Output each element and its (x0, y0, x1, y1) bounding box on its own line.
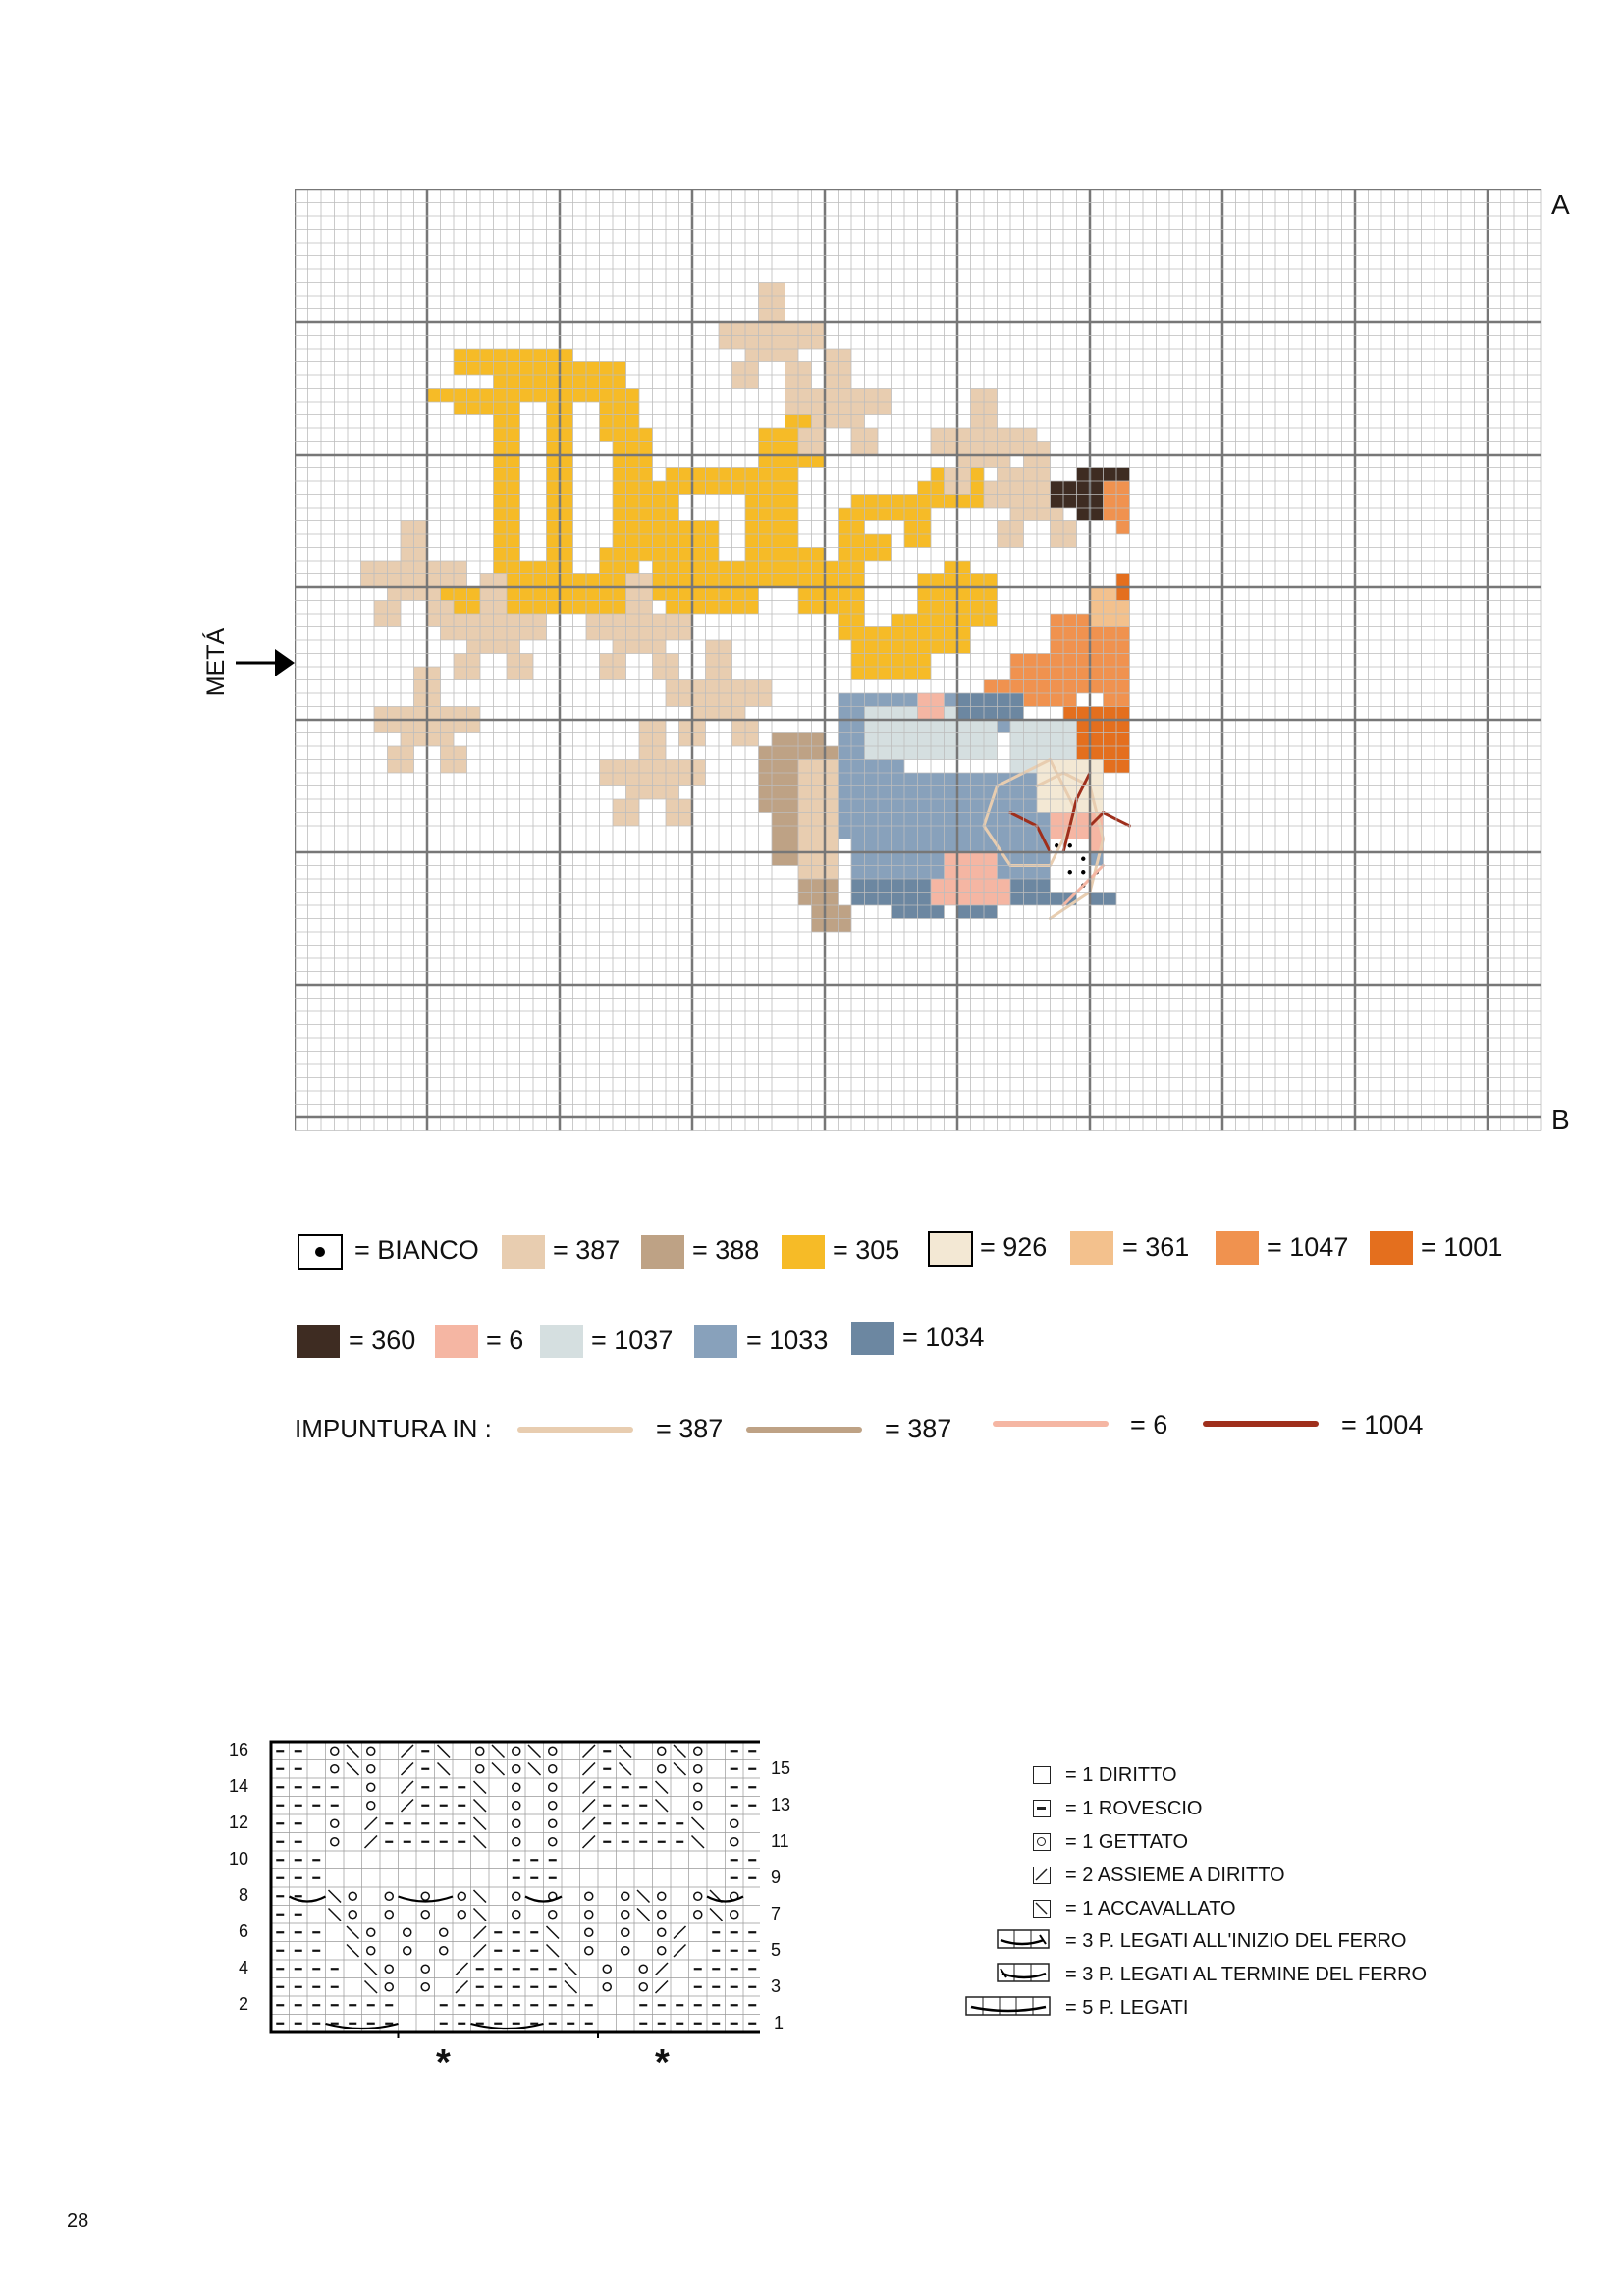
yarnover-mark (694, 1765, 702, 1773)
arrow-right-icon (234, 643, 302, 682)
ssk-mark (710, 1909, 723, 1921)
ssk-mark (637, 1909, 650, 1921)
ssk-mark (474, 1817, 487, 1830)
tie-5-icon (965, 1995, 1052, 2019)
row-label: 11 (771, 1831, 789, 1851)
yarnover-mark (549, 1819, 557, 1827)
row-label: 15 (771, 1759, 791, 1778)
yarnover-mark (513, 1783, 520, 1791)
yarnover-mark (658, 1765, 666, 1773)
knit-legend-label: = 2 ASSIEME A DIRITTO (1065, 1865, 1285, 1886)
swatch-6 (435, 1325, 478, 1358)
dash-square-icon (1033, 1800, 1051, 1817)
yarnover-mark (513, 1911, 520, 1919)
backstitch-line-387a (517, 1427, 633, 1433)
stitch-block (441, 587, 481, 601)
knit-legend-label: = 1 DIRITTO (1065, 1764, 1177, 1786)
yarnover-mark (331, 1838, 339, 1846)
cross-stitch-chart (295, 189, 1556, 1134)
yarnover-mark (658, 1928, 666, 1936)
knit-legend-label: = 3 P. LEGATI AL TERMINE DEL FERRO (1065, 1964, 1428, 1985)
k2tog-mark (583, 1800, 596, 1813)
yarnover-mark (585, 1947, 593, 1955)
k2tog-mark (474, 1926, 487, 1939)
yarnover-mark (513, 1892, 520, 1900)
k2tog-mark (674, 1945, 686, 1958)
backslash-square-icon (1033, 1900, 1051, 1918)
backstitch-line-387b (746, 1427, 862, 1433)
repeat-star-right: * (655, 2042, 670, 2084)
marker-a: A (1551, 189, 1570, 220)
swatch-bianco (298, 1234, 343, 1270)
row-label: 5 (771, 1940, 782, 1960)
k2tog-mark (365, 1817, 378, 1830)
swatch-1037 (540, 1325, 583, 1358)
bianco-dot (1081, 857, 1085, 861)
row-label: 7 (771, 1904, 782, 1923)
yarnover-mark (404, 1928, 411, 1936)
k2tog-mark (674, 1926, 686, 1939)
yarnover-mark (404, 1947, 411, 1955)
ssk-mark (674, 1745, 686, 1758)
dot-icon (315, 1247, 325, 1257)
ssk-mark (347, 1745, 359, 1758)
row-label: 1 (774, 2013, 785, 2032)
yarnover-mark (549, 1802, 557, 1810)
yarnover-mark (421, 1892, 429, 1900)
swatch-926 (928, 1231, 973, 1267)
legend-imp1: = 387 (656, 1414, 724, 1443)
bind-off-arc (399, 1897, 454, 1902)
knitting-chart (263, 1734, 760, 2038)
legend-imp4: = 1004 (1341, 1410, 1424, 1439)
stitch-block (1116, 521, 1130, 535)
k2tog-mark (474, 1945, 487, 1958)
stitch-block (427, 389, 467, 403)
empty-square-icon (1033, 1766, 1051, 1784)
half-label: METÁ (202, 627, 231, 697)
legend-1034: = 1034 (902, 1323, 985, 1352)
swatch-388 (641, 1235, 684, 1269)
yarnover-mark (731, 1911, 738, 1919)
bianco-dot (1068, 843, 1072, 847)
swatch-1034 (851, 1322, 894, 1355)
yarnover-mark (331, 1747, 339, 1755)
ssk-mark (438, 1763, 451, 1776)
yarnover-mark (421, 1911, 429, 1919)
k2tog-mark (583, 1836, 596, 1849)
swatch-1001 (1370, 1231, 1413, 1265)
k2tog-mark (402, 1800, 414, 1813)
legend-imp3: = 6 (1130, 1410, 1168, 1439)
ssk-mark (474, 1800, 487, 1813)
k2tog-mark (402, 1781, 414, 1794)
yarnover-mark (731, 1838, 738, 1846)
ssk-mark (528, 1745, 541, 1758)
row-label: 14 (229, 1776, 249, 1796)
legend-361: = 361 (1122, 1232, 1190, 1262)
yarnover-mark (513, 1765, 520, 1773)
ssk-mark (656, 1781, 669, 1794)
tie-left-3-icon (997, 1928, 1052, 1952)
swatch-305 (782, 1235, 825, 1269)
yarnover-mark (367, 1783, 375, 1791)
swatch-1047 (1216, 1231, 1259, 1265)
yarnover-mark (549, 1747, 557, 1755)
knit-legend-label: = 1 GETTATO (1065, 1831, 1189, 1853)
ssk-mark (656, 1800, 669, 1813)
yarnover-mark (367, 1802, 375, 1810)
yarnover-mark (331, 1819, 339, 1827)
tie-right-3-icon (997, 1962, 1052, 1985)
ssk-mark (674, 1763, 686, 1776)
legend-1001: = 1001 (1421, 1232, 1503, 1262)
ssk-mark (329, 1890, 342, 1903)
yarnover-mark (513, 1838, 520, 1846)
yarnover-mark (549, 1838, 557, 1846)
yarnover-mark (622, 1911, 629, 1919)
ssk-mark (365, 1981, 378, 1994)
ssk-mark (474, 1909, 487, 1921)
legend-387: = 387 (553, 1235, 621, 1265)
ssk-mark (347, 1763, 359, 1776)
yarnover-mark (385, 1965, 393, 1973)
legend-926: = 926 (980, 1232, 1048, 1262)
k2tog-mark (583, 1745, 596, 1758)
yarnover-mark (367, 1928, 375, 1936)
stitch-block (798, 760, 839, 880)
legend-388: = 388 (692, 1235, 760, 1265)
ssk-mark (347, 1945, 359, 1958)
k2tog-mark (583, 1763, 596, 1776)
k2tog-mark (656, 1963, 669, 1975)
bianco-dot (1081, 870, 1085, 874)
yarnover-mark (658, 1911, 666, 1919)
k2tog-mark (583, 1781, 596, 1794)
legend-1047: = 1047 (1267, 1232, 1349, 1262)
k2tog-mark (456, 1981, 468, 1994)
legend-1033: = 1033 (746, 1326, 829, 1355)
row-label: 12 (229, 1813, 249, 1832)
page-number: 28 (67, 2210, 89, 2232)
yarnover-mark (658, 1747, 666, 1755)
yarnover-mark (367, 1765, 375, 1773)
swatch-387 (502, 1235, 545, 1269)
ssk-mark (637, 1890, 650, 1903)
k2tog-mark (456, 1963, 468, 1975)
yarnover-mark (331, 1765, 339, 1773)
yarnover-mark (639, 1965, 647, 1973)
yarnover-mark (440, 1928, 448, 1936)
row-label: 9 (771, 1867, 782, 1887)
yarnover-mark (694, 1783, 702, 1791)
swatch-360 (297, 1325, 340, 1358)
ssk-mark (565, 1963, 577, 1975)
row-label: 4 (239, 1958, 249, 1977)
legend-bianco: = BIANCO (354, 1235, 479, 1265)
yarnover-mark (421, 1983, 429, 1991)
yarnover-mark (385, 1983, 393, 1991)
yarnover-mark (622, 1947, 629, 1955)
knit-legend-label: = 1 ACCAVALLATO (1065, 1898, 1236, 1920)
yarnover-mark (694, 1747, 702, 1755)
ssk-mark (692, 1836, 705, 1849)
yarnover-mark (639, 1983, 647, 1991)
ssk-mark (474, 1836, 487, 1849)
row-label: 10 (229, 1849, 249, 1868)
knit-legend-label: = 1 ROVESCIO (1065, 1798, 1203, 1819)
bianco-dot (1068, 870, 1072, 874)
swatch-1033 (694, 1325, 737, 1358)
ssk-mark (620, 1763, 632, 1776)
yarnover-mark (349, 1911, 356, 1919)
yarnover-mark (513, 1747, 520, 1755)
ssk-mark (492, 1763, 505, 1776)
yarnover-mark (585, 1911, 593, 1919)
yarnover-mark (731, 1819, 738, 1827)
k2tog-mark (656, 1981, 669, 1994)
marker-b: B (1551, 1105, 1570, 1135)
yarnover-mark (694, 1892, 702, 1900)
yarnover-mark (458, 1911, 465, 1919)
k2tog-mark (402, 1763, 414, 1776)
chart-grid (295, 189, 1541, 1131)
yarnover-mark (658, 1892, 666, 1900)
ssk-mark (565, 1981, 577, 1994)
ssk-mark (492, 1745, 505, 1758)
yarnover-mark (440, 1947, 448, 1955)
stitch-block (679, 521, 720, 588)
backstitch-line-1004 (1203, 1421, 1319, 1427)
legend-305: = 305 (833, 1235, 900, 1265)
stitch-block (533, 574, 626, 615)
ssk-mark (474, 1781, 487, 1794)
slash-square-icon (1033, 1867, 1051, 1884)
stitch-block (957, 905, 998, 919)
yarnover-mark (385, 1892, 393, 1900)
ssk-mark (329, 1909, 342, 1921)
ssk-mark (620, 1745, 632, 1758)
yarnover-mark (476, 1765, 484, 1773)
legend-360: = 360 (349, 1326, 416, 1355)
knit-legend-label: = 3 P. LEGATI ALL'INIZIO DEL FERRO (1065, 1930, 1407, 1952)
yarnover-mark (603, 1965, 611, 1973)
yarnover-mark (476, 1747, 484, 1755)
yarnover-mark (367, 1947, 375, 1955)
k2tog-mark (365, 1836, 378, 1849)
yarnover-mark (622, 1928, 629, 1936)
yarnover-mark (349, 1892, 356, 1900)
yarnover-mark (622, 1892, 629, 1900)
yarnover-mark (694, 1911, 702, 1919)
k2tog-mark (402, 1745, 414, 1758)
ssk-mark (528, 1763, 541, 1776)
legend-1037: = 1037 (591, 1326, 674, 1355)
yarnover-mark (549, 1765, 557, 1773)
row-label: 8 (239, 1885, 249, 1905)
row-label: 13 (771, 1795, 791, 1814)
row-label: 6 (239, 1921, 249, 1941)
yarnover-mark (513, 1819, 520, 1827)
k2tog-mark (583, 1817, 596, 1830)
yarnover-mark (549, 1783, 557, 1791)
knit-legend-label: = 5 P. LEGATI (1065, 1997, 1189, 2019)
row-label: 16 (229, 1740, 249, 1759)
yarnover-mark (421, 1965, 429, 1973)
circle-square-icon (1033, 1833, 1051, 1851)
yarnover-mark (694, 1802, 702, 1810)
repeat-star-left: * (436, 2042, 451, 2084)
yarnover-mark (513, 1802, 520, 1810)
backstitch-line-6 (993, 1421, 1109, 1427)
yarnover-mark (549, 1911, 557, 1919)
ssk-mark (547, 1926, 560, 1939)
ssk-mark (347, 1926, 359, 1939)
ssk-mark (438, 1745, 451, 1758)
legend-imp2: = 387 (885, 1414, 952, 1443)
row-label: 3 (771, 1976, 782, 1996)
yarnover-mark (603, 1983, 611, 1991)
impuntura-label: IMPUNTURA IN : (295, 1414, 492, 1443)
yarnover-mark (367, 1747, 375, 1755)
swatch-361 (1070, 1231, 1113, 1265)
yarnover-mark (585, 1892, 593, 1900)
legend-6: = 6 (486, 1326, 524, 1355)
yarnover-mark (585, 1928, 593, 1936)
ssk-mark (365, 1963, 378, 1975)
yarnover-mark (658, 1947, 666, 1955)
ssk-mark (547, 1945, 560, 1958)
ssk-mark (692, 1817, 705, 1830)
yarnover-mark (385, 1911, 393, 1919)
ssk-mark (474, 1890, 487, 1903)
row-label: 2 (239, 1994, 249, 2014)
half-marker (196, 619, 304, 707)
yarnover-mark (458, 1892, 465, 1900)
